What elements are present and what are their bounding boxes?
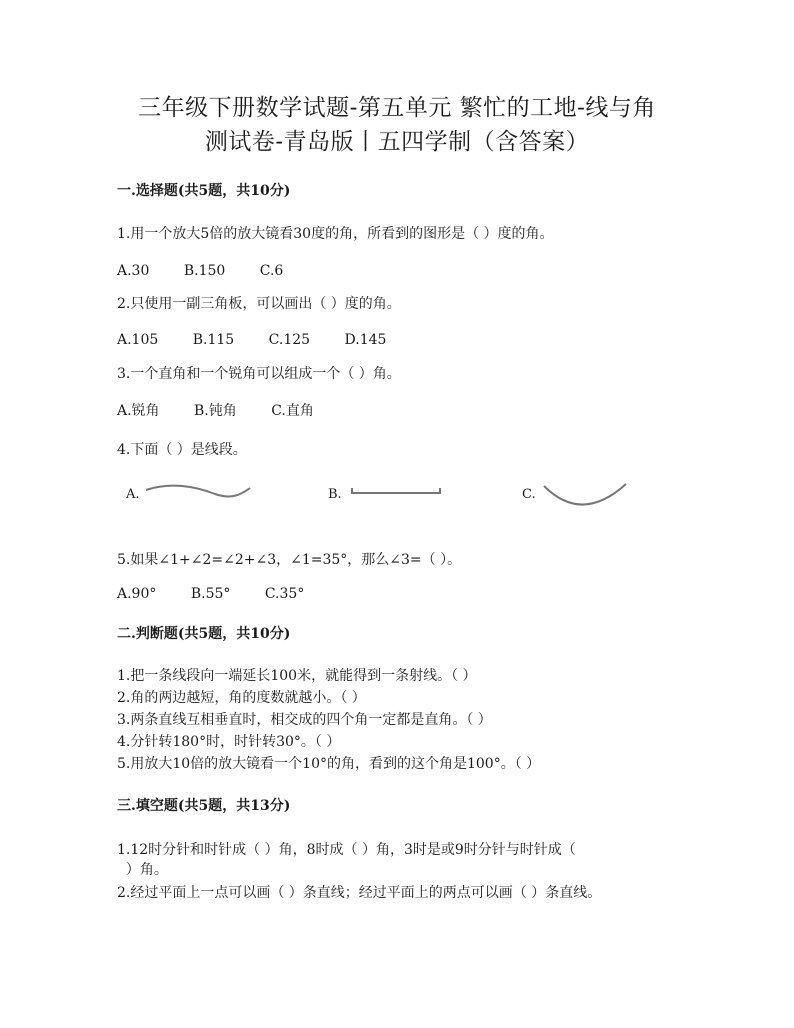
judge-item-2: 2.角的两边越短，角的度数就越小。（ ） xyxy=(117,690,366,706)
section-heading-choice: 一.选择题(共5题，共10分) xyxy=(117,183,291,199)
question-5-options xyxy=(117,585,334,603)
curve-figure-c xyxy=(540,480,632,510)
option-b: B.55° xyxy=(190,586,231,602)
option-c: C.125 xyxy=(268,332,311,348)
question-2-text: 2.只使用一副三角板，可以画出（ ）度的角。 xyxy=(117,296,401,312)
question-3-options xyxy=(117,402,344,420)
option-b: B.钝角 xyxy=(194,403,237,419)
option-a: A.锐角 xyxy=(117,403,160,419)
question-3-text: 3.一个直角和一个锐角可以组成一个（ ）角。 xyxy=(117,366,401,382)
curve-figure-a xyxy=(140,480,255,504)
option-c: C.直角 xyxy=(271,403,314,419)
page-title-line1: 三年级下册数学试题-第五单元 繁忙的工地-线与角 xyxy=(138,95,656,121)
option-a: A.90° xyxy=(117,586,157,602)
figure-c-label: C. xyxy=(522,487,536,502)
figure-b-label: B. xyxy=(328,487,342,502)
option-a: A.30 xyxy=(117,263,150,279)
section-heading-fill: 三.填空题(共5题，共13分) xyxy=(117,798,291,814)
option-b: B.115 xyxy=(192,332,235,348)
option-d: D.145 xyxy=(344,332,387,348)
judge-item-4: 4.分针转180°时，时针转30°。（ ） xyxy=(117,734,341,750)
figure-a-label: A. xyxy=(126,487,140,502)
option-c: C.6 xyxy=(259,263,284,279)
judge-item-3: 3.两条直线互相垂直时，相交成的四个角一定都是直角。（ ） xyxy=(117,712,492,728)
fill-item-1-line1: 1.12时分针和时针成（ ）角，8时成（ ）角，3时是或9时分针与时针成（ xyxy=(117,842,576,858)
option-a: A.105 xyxy=(117,332,159,348)
option-b: B.150 xyxy=(183,263,226,279)
judge-item-5: 5.用放大10倍的放大镜看一个10°的角，看到的这个角是100°。（ ） xyxy=(117,756,541,772)
question-1-options xyxy=(117,262,313,280)
option-c: C.35° xyxy=(264,586,305,602)
page-title-line2: 测试卷-青岛版丨五四学制（含答案） xyxy=(204,129,590,155)
question-4-text: 4.下面（ ）是线段。 xyxy=(117,442,247,458)
line-segment-figure-b xyxy=(348,484,444,500)
fill-item-1-line2: ）角。 xyxy=(117,862,168,878)
question-1-text: 1.用一个放大5倍的放大镜看30度的角，所看到的图形是（ ）度的角。 xyxy=(117,226,554,242)
question-2-options xyxy=(117,331,416,349)
section-heading-judge: 二.判断题(共5题，共10分) xyxy=(117,626,291,642)
question-5-text: 5.如果∠1+∠2=∠2+∠3，∠1=35°，那么∠3=（ ）。 xyxy=(117,552,462,568)
judge-item-1: 1.把一条线段向一端延长100米，就能得到一条射线。（ ） xyxy=(117,668,477,684)
fill-item-2: 2.经过平面上一点可以画（ ）条直线；经过平面上的两点可以画（ ）条直线。 xyxy=(117,885,602,901)
